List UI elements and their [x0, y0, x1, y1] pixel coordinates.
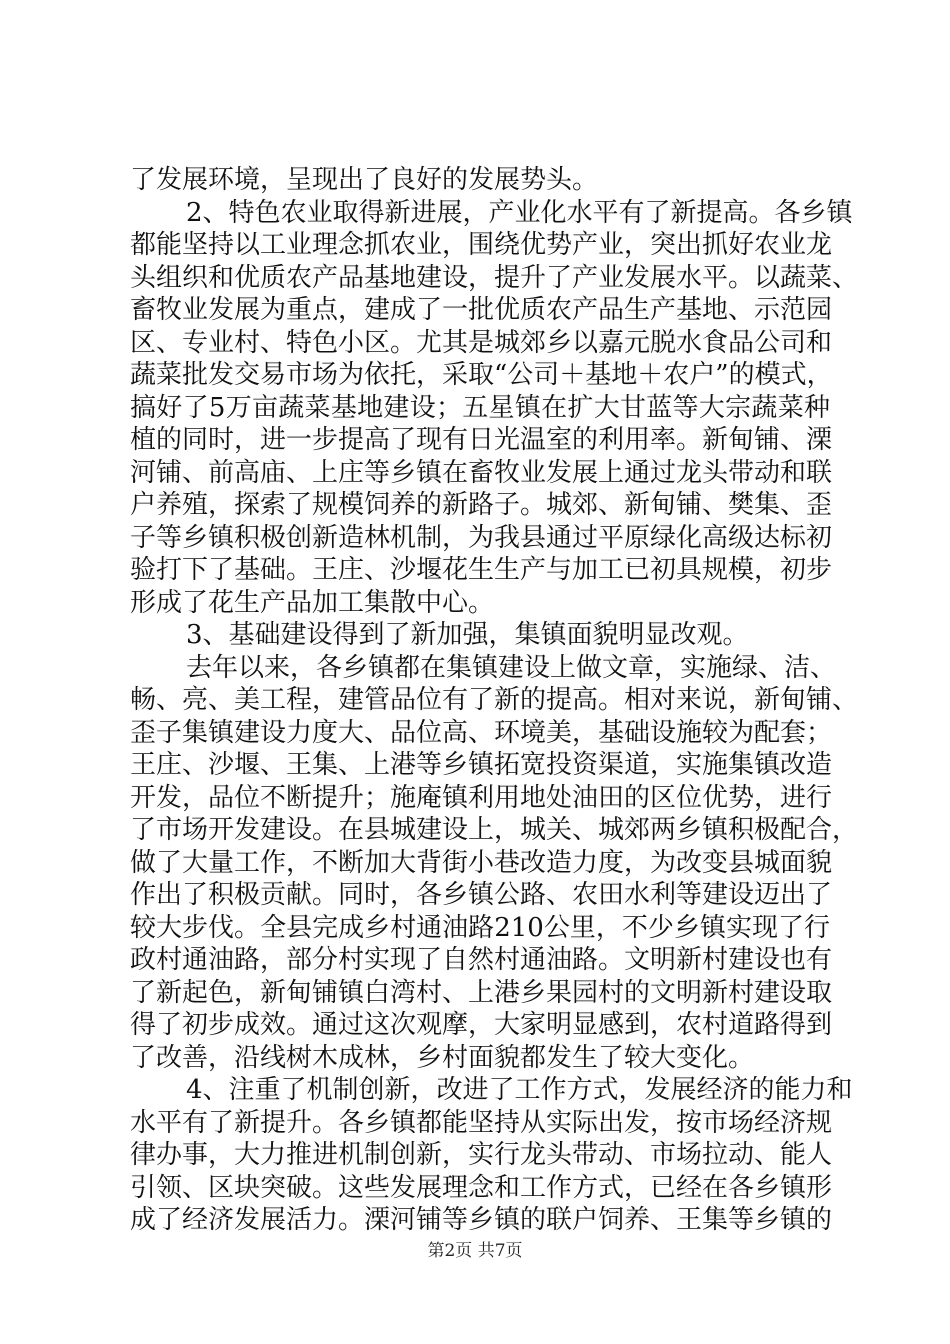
text-line: 户养殖，探索了规模饲养的新路子。城郊、新甸铺、樊集、歪 — [130, 490, 833, 520]
text-line: 引领、区块突破。这些发展理念和工作方式，已经在各乡镇形 — [130, 1172, 833, 1203]
text-line: 形成了花生产品加工集散中心。 — [130, 587, 495, 618]
text-line: 畅、亮、美工程，建管品位有了新的提高。相对来说，新甸铺、 — [130, 685, 859, 715]
text-line: 歪子集镇建设力度大、品位高、环境美，基础设施较为配套； — [130, 717, 833, 748]
page-footer — [0, 1240, 950, 1262]
text-line: 都能坚持以工业理念抓农业，围绕优势产业，突出抓好农业龙 — [130, 230, 833, 260]
text-line: 了市场开发建设。在县城建设上，城关、城郊两乡镇积极配合， — [130, 815, 859, 845]
text-line: 得了初步成效。通过这次观摩，大家明显感到，农村道路得到 — [130, 1010, 833, 1040]
text-line: 畜牧业发展为重点，建成了一批优质农产品生产基地、示范园 — [130, 295, 833, 325]
text-line: 子等乡镇积极创新造林机制，为我县通过平原绿化高级达标初 — [130, 522, 833, 553]
body-text — [130, 164, 859, 1237]
text-line: 了发展环境，呈现出了良好的发展势头。 — [130, 165, 599, 195]
text-line: 4、注重了机制创新，改进了工作方式，发展经济的能力和 — [186, 1075, 853, 1105]
text-line: 开发，品位不断提升；施庵镇利用地处油田的区位优势，进行 — [130, 782, 833, 813]
text-line: 3、基础建设得到了新加强，集镇面貌明显改观。 — [186, 620, 749, 650]
text-line: 蔬菜批发交易市场为依托，采取“公司＋基地＋农户”的模式， — [130, 360, 833, 390]
text-line: 去年以来，各乡镇都在集镇建设上做文章，实施绿、洁、 — [186, 652, 837, 683]
page-number-label: 第2页 共7页 — [427, 1241, 523, 1261]
text-line: 了改善，沿线树木成林，乡村面貌都发生了较大变化。 — [130, 1042, 755, 1073]
text-line: 水平有了新提升。各乡镇都能坚持从实际出发，按市场经济规 — [130, 1107, 833, 1138]
text-line: 了新起色，新甸铺镇白湾村、上港乡果园村的文明新村建设取 — [130, 977, 833, 1008]
text-line: 作出了积极贡献。同时，各乡镇公路、农田水利等建设迈出了 — [130, 880, 833, 910]
text-line: 较大步伐。全县完成乡村通油路210公里，不少乡镇实现了行 — [130, 912, 830, 943]
text-line: 头组织和优质农产品基地建设，提升了产业发展水平。以蔬菜、 — [130, 262, 859, 293]
text-line: 河铺、前高庙、上庄等乡镇在畜牧业发展上通过龙头带动和联 — [130, 457, 833, 488]
text-line: 成了经济发展活力。溧河铺等乡镇的联户饲养、王集等乡镇的 — [130, 1205, 833, 1235]
text-line: 搞好了5万亩蔬菜基地建设；五星镇在扩大甘蓝等大宗蔬菜种 — [130, 392, 830, 423]
text-line: 验打下了基础。王庄、沙堰花生生产与加工已初具规模，初步 — [130, 555, 833, 585]
text-line: 政村通油路，部分村实现了自然村通油路。文明新村建设也有 — [130, 945, 833, 975]
text-line: 2、特色农业取得新进展，产业化水平有了新提高。各乡镇 — [186, 197, 853, 228]
text-line: 区、专业村、特色小区。尤其是城郊乡以嘉元脱水食品公司和 — [130, 327, 833, 358]
text-line: 律办事，大力推进机制创新，实行龙头带动、市场拉动、能人 — [130, 1140, 833, 1170]
text-line: 植的同时，进一步提高了现有日光温室的利用率。新甸铺、溧 — [130, 425, 833, 455]
text-line: 做了大量工作，不断加大背街小巷改造力度，为改变县城面貌 — [130, 847, 833, 878]
text-line: 王庄、沙堰、王集、上港等乡镇拓宽投资渠道，实施集镇改造 — [130, 750, 833, 780]
